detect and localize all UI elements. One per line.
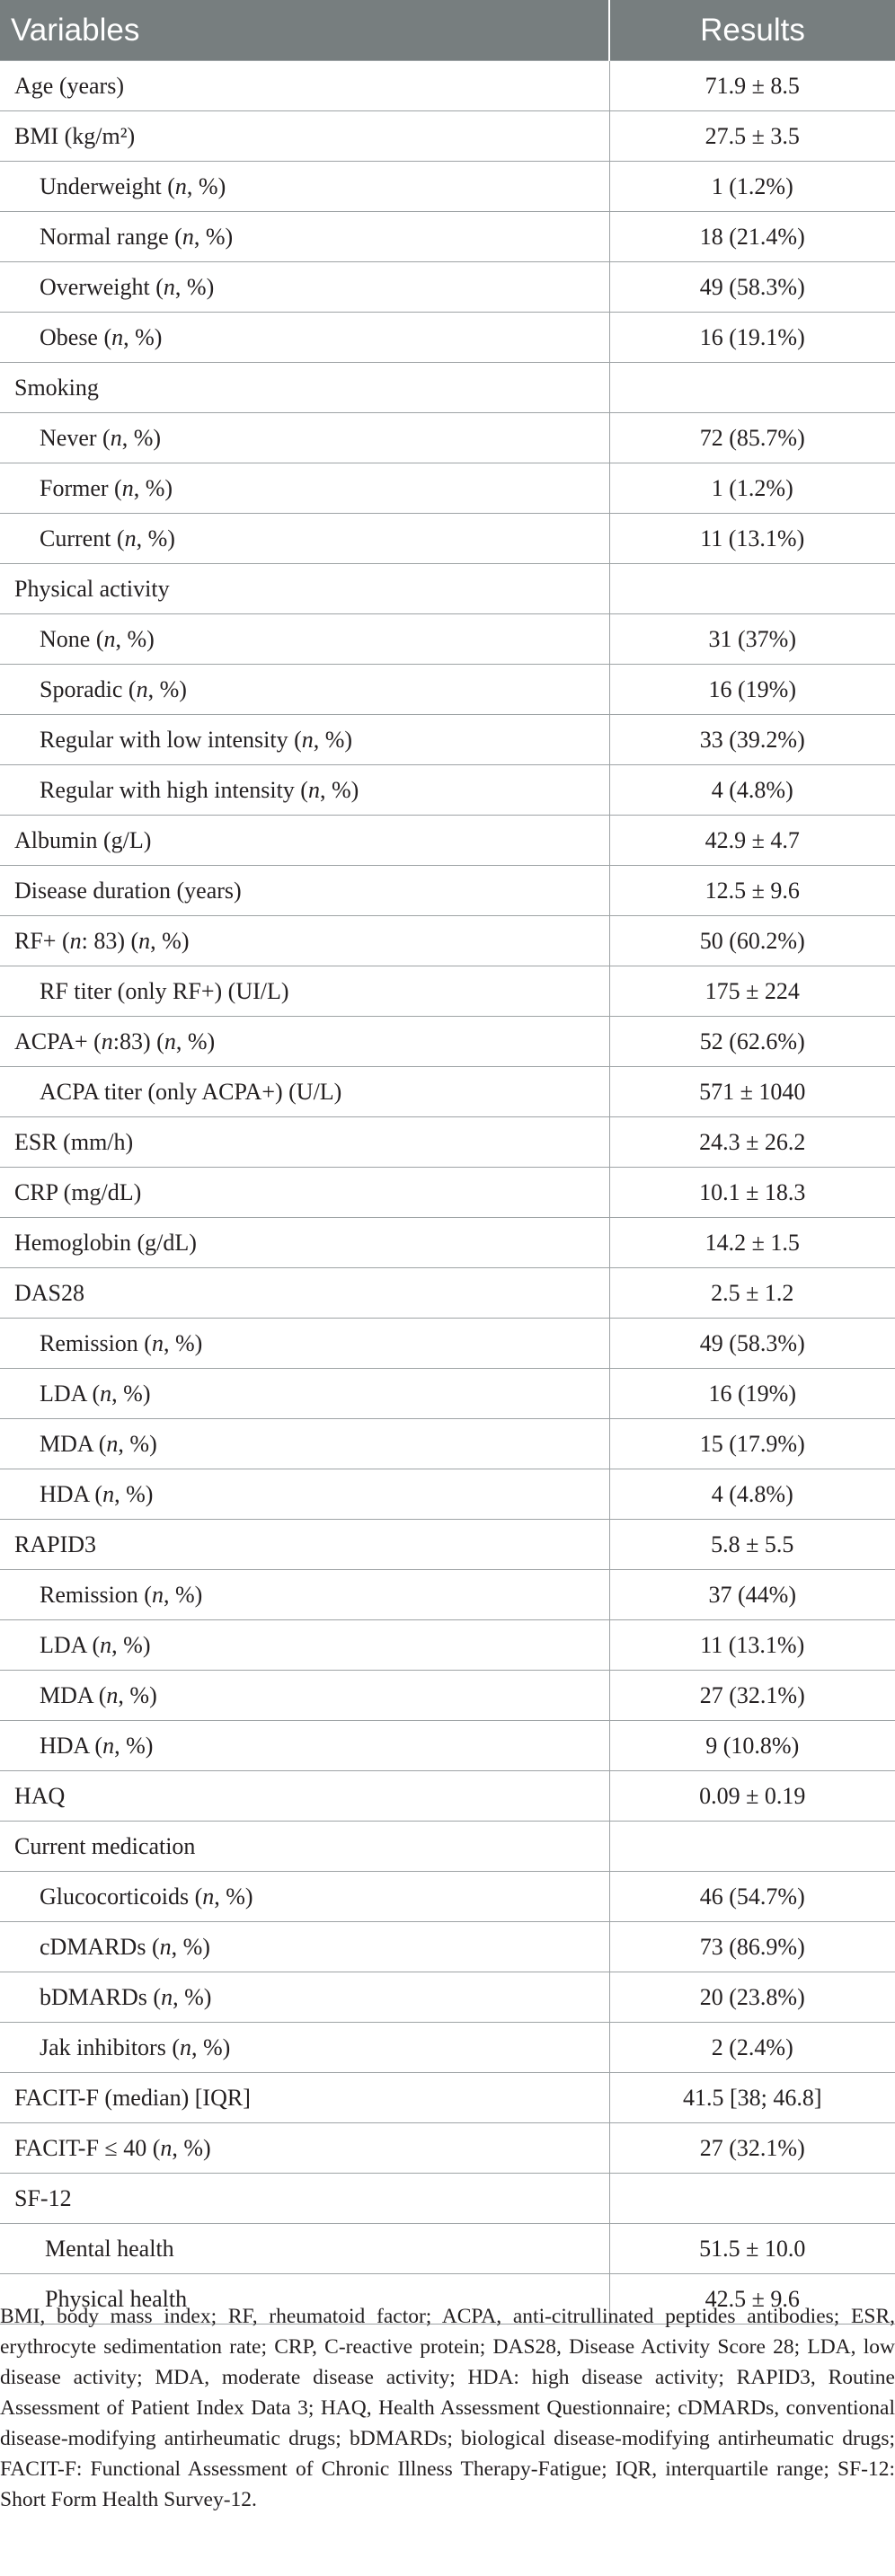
row-label: None (n, %) (0, 614, 609, 665)
row-label: Underweight (n, %) (0, 162, 609, 212)
table-row (0, 2073, 895, 2123)
table-row (0, 1872, 895, 1922)
row-label: Regular with high intensity (n, %) (0, 765, 609, 816)
row-value: 20 (23.8%) (609, 1972, 895, 2023)
row-label: Never (n, %) (0, 413, 609, 463)
row-label: HDA (n, %) (0, 1469, 609, 1520)
row-label: BMI (kg/m²) (0, 111, 609, 162)
table-row (0, 313, 895, 363)
table-row (0, 1319, 895, 1369)
row-label: Age (years) (0, 61, 609, 111)
row-label: MDA (n, %) (0, 1671, 609, 1721)
table-body (0, 61, 895, 2325)
row-value: 51.5 ± 10.0 (609, 2224, 895, 2274)
row-label: CRP (mg/dL) (0, 1168, 609, 1218)
row-value: 0.09 ± 0.19 (609, 1771, 895, 1822)
row-label: Smoking (0, 363, 609, 413)
row-value: 52 (62.6%) (609, 1017, 895, 1067)
row-label: SF-12 (0, 2174, 609, 2224)
table-row (0, 665, 895, 715)
row-value: 49 (58.3%) (609, 262, 895, 313)
row-value (609, 2174, 895, 2224)
table-row (0, 1972, 895, 2023)
table-row (0, 463, 895, 514)
row-value: 14.2 ± 1.5 (609, 1218, 895, 1268)
row-value: 11 (13.1%) (609, 514, 895, 564)
row-label: Normal range (n, %) (0, 212, 609, 262)
row-label: Remission (n, %) (0, 1319, 609, 1369)
row-label: ESR (mm/h) (0, 1117, 609, 1168)
row-label: RF titer (only RF+) (UI/L) (0, 966, 609, 1017)
row-label: Overweight (n, %) (0, 262, 609, 313)
row-value: 37 (44%) (609, 1570, 895, 1620)
table-row (0, 1721, 895, 1771)
row-label: Obese (n, %) (0, 313, 609, 363)
row-value: 2.5 ± 1.2 (609, 1268, 895, 1319)
row-value: 42.9 ± 4.7 (609, 816, 895, 866)
table-row (0, 1771, 895, 1822)
row-label: Glucocorticoids (n, %) (0, 1872, 609, 1922)
table-footnote: BMI, body mass index; RF, rheumatoid factor; ACPA, anti-citrullinated peptides antibodies; ESR, erythrocyte sedimentation rate; CRP, C-reactive protein; DAS28, Disease Activity Score 28; LDA, low disease activity; MDA, moderate disease activity; HDA: high disease activity; RAPID3, Routine Assessment of Patient Index Data 3; HAQ, Health Assessment Questionnaire; cDMARDs, conventional disease-modifying antirheumatic drugs; bDMARDs; biological disease-modifying antirheumatic drugs; FACIT-F: Functional Assessment of Chronic Illness Therapy-Fatigue; IQR, interquartile range; SF-12: Short Form Health Survey-12. (0, 2305, 895, 2511)
table-row (0, 61, 895, 111)
table-row (0, 1620, 895, 1671)
row-value: 4 (4.8%) (609, 765, 895, 816)
row-value: 33 (39.2%) (609, 715, 895, 765)
row-label: FACIT-F ≤ 40 (n, %) (0, 2123, 609, 2174)
table-row (0, 1369, 895, 1419)
row-value (609, 1822, 895, 1872)
row-label: Physical health (0, 2274, 609, 2325)
row-value (609, 363, 895, 413)
row-label: Current medication (0, 1822, 609, 1872)
row-label: ACPA+ (n:83) (n, %) (0, 1017, 609, 1067)
row-value: 71.9 ± 8.5 (609, 61, 895, 111)
row-value: 24.3 ± 26.2 (609, 1117, 895, 1168)
table-header (0, 0, 895, 61)
row-value: 10.1 ± 18.3 (609, 1168, 895, 1218)
table-row (0, 162, 895, 212)
table-row (0, 614, 895, 665)
row-value: 15 (17.9%) (609, 1419, 895, 1469)
table-row (0, 816, 895, 866)
row-label: Hemoglobin (g/dL) (0, 1218, 609, 1268)
row-value: 16 (19.1%) (609, 313, 895, 363)
row-value: 12.5 ± 9.6 (609, 866, 895, 916)
table-row (0, 1520, 895, 1570)
row-value: 31 (37%) (609, 614, 895, 665)
row-label: LDA (n, %) (0, 1369, 609, 1419)
row-label: HAQ (0, 1771, 609, 1822)
row-label: RF+ (n: 83) (n, %) (0, 916, 609, 966)
table-row (0, 1117, 895, 1168)
row-label: FACIT-F (median) [IQR] (0, 2073, 609, 2123)
table-row (0, 1469, 895, 1520)
table-row (0, 765, 895, 816)
table-row (0, 413, 895, 463)
header-row (0, 0, 895, 61)
row-value: 175 ± 224 (609, 966, 895, 1017)
row-value: 27.5 ± 3.5 (609, 111, 895, 162)
table-row (0, 363, 895, 413)
row-value: 27 (32.1%) (609, 1671, 895, 1721)
row-value: 42.5 ± 9.6 (609, 2274, 895, 2325)
row-label: Physical activity (0, 564, 609, 614)
row-label: HDA (n, %) (0, 1721, 609, 1771)
row-label: Regular with low intensity (n, %) (0, 715, 609, 765)
header-results: Results (609, 0, 895, 61)
table-row (0, 1671, 895, 1721)
row-value: 46 (54.7%) (609, 1872, 895, 1922)
table-row (0, 1268, 895, 1319)
table-row (0, 111, 895, 162)
row-value: 2 (2.4%) (609, 2023, 895, 2073)
row-label: MDA (n, %) (0, 1419, 609, 1469)
row-value: 27 (32.1%) (609, 2123, 895, 2174)
table-row (0, 966, 895, 1017)
row-label: bDMARDs (n, %) (0, 1972, 609, 2023)
table-row (0, 1017, 895, 1067)
row-label: Remission (n, %) (0, 1570, 609, 1620)
row-value: 5.8 ± 5.5 (609, 1520, 895, 1570)
row-label: Albumin (g/L) (0, 816, 609, 866)
row-label: ACPA titer (only ACPA+) (U/L) (0, 1067, 609, 1117)
table-row (0, 262, 895, 313)
row-value: 16 (19%) (609, 1369, 895, 1419)
row-value: 18 (21.4%) (609, 212, 895, 262)
row-value: 571 ± 1040 (609, 1067, 895, 1117)
table-row (0, 1822, 895, 1872)
table-row (0, 2023, 895, 2073)
table-row (0, 2123, 895, 2174)
table-row (0, 1419, 895, 1469)
table-row (0, 2224, 895, 2274)
row-label: LDA (n, %) (0, 1620, 609, 1671)
row-label: Jak inhibitors (n, %) (0, 2023, 609, 2073)
table-row (0, 2174, 895, 2224)
table-row (0, 916, 895, 966)
row-label: Sporadic (n, %) (0, 665, 609, 715)
table-row (0, 564, 895, 614)
table-row (0, 866, 895, 916)
table-row (0, 1922, 895, 1972)
row-value (609, 564, 895, 614)
table-row (0, 514, 895, 564)
row-value: 1 (1.2%) (609, 463, 895, 514)
table-row (0, 1067, 895, 1117)
row-label: cDMARDs (n, %) (0, 1922, 609, 1972)
table-row (0, 1570, 895, 1620)
row-value: 16 (19%) (609, 665, 895, 715)
row-value: 11 (13.1%) (609, 1620, 895, 1671)
row-label: Disease duration (years) (0, 866, 609, 916)
row-value: 41.5 [38; 46.8] (609, 2073, 895, 2123)
row-label: DAS28 (0, 1268, 609, 1319)
row-label: Mental health (0, 2224, 609, 2274)
table-row (0, 1218, 895, 1268)
table-row (0, 715, 895, 765)
row-value: 50 (60.2%) (609, 916, 895, 966)
row-value: 9 (10.8%) (609, 1721, 895, 1771)
row-label: Former (n, %) (0, 463, 609, 514)
row-value: 4 (4.8%) (609, 1469, 895, 1520)
row-value: 73 (86.9%) (609, 1922, 895, 1972)
row-value: 1 (1.2%) (609, 162, 895, 212)
row-label: RAPID3 (0, 1520, 609, 1570)
header-variables: Variables (0, 0, 609, 61)
row-label: Current (n, %) (0, 514, 609, 564)
row-value: 49 (58.3%) (609, 1319, 895, 1369)
table-row (0, 212, 895, 262)
row-value: 72 (85.7%) (609, 413, 895, 463)
table-row (0, 1168, 895, 1218)
